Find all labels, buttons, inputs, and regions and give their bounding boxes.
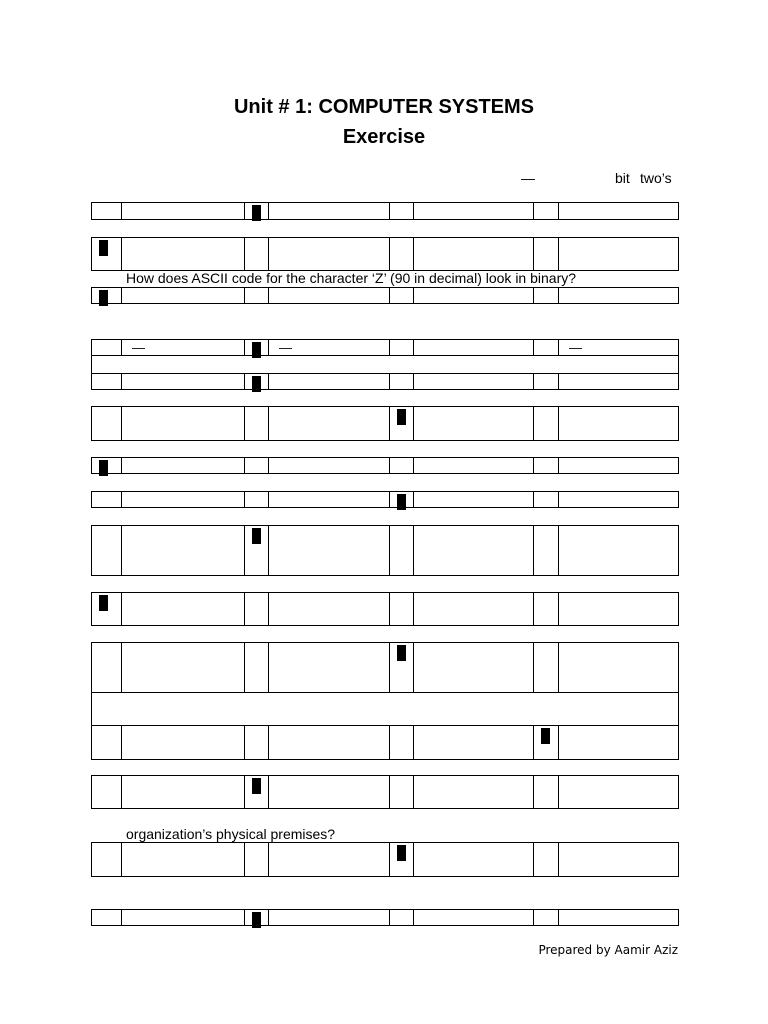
option-answer-cell[interactable]	[413, 340, 533, 355]
dash-text: —	[569, 340, 582, 355]
option-mark-cell[interactable]	[92, 910, 121, 925]
page-subtitle: Exercise	[342, 126, 426, 148]
option-mark-cell[interactable]	[533, 203, 558, 219]
option-answer-cell[interactable]	[558, 643, 680, 692]
selected-option-marker	[252, 342, 261, 358]
option-mark-cell[interactable]	[92, 407, 121, 440]
answer-row	[91, 202, 679, 220]
option-mark-cell[interactable]	[92, 726, 121, 759]
option-answer-cell[interactable]	[121, 203, 244, 219]
option-answer-cell[interactable]	[268, 776, 389, 808]
option-mark-cell[interactable]	[533, 492, 558, 507]
option-answer-cell[interactable]	[558, 910, 680, 925]
answer-row	[91, 592, 679, 626]
option-answer-cell[interactable]	[121, 643, 244, 692]
option-mark-cell[interactable]	[244, 843, 268, 876]
selected-option-marker	[99, 460, 108, 476]
selected-option-marker	[99, 290, 108, 306]
option-answer-cell[interactable]	[268, 288, 389, 303]
answer-row	[91, 909, 679, 926]
option-answer-cell[interactable]	[268, 593, 389, 625]
option-mark-cell[interactable]	[244, 340, 268, 355]
option-mark-cell[interactable]	[244, 238, 268, 270]
option-answer-cell[interactable]	[121, 288, 244, 303]
selected-option-marker	[397, 645, 406, 661]
option-mark-cell[interactable]	[533, 288, 558, 303]
selected-option-marker	[252, 912, 261, 928]
answer-row	[91, 287, 679, 304]
option-mark-cell[interactable]	[389, 288, 413, 303]
option-mark-cell[interactable]	[389, 492, 413, 507]
option-mark-cell[interactable]	[389, 340, 413, 355]
page-title: Unit # 1: COMPUTER SYSTEMS	[233, 96, 535, 118]
answer-row	[91, 642, 679, 693]
option-answer-cell[interactable]	[558, 843, 680, 876]
option-answer-cell[interactable]	[268, 407, 389, 440]
selected-option-marker	[397, 845, 406, 861]
selected-option-marker	[99, 595, 108, 611]
option-answer-cell[interactable]	[268, 843, 389, 876]
option-mark-cell[interactable]	[244, 593, 268, 625]
selected-option-marker	[541, 728, 550, 744]
option-answer-cell[interactable]	[121, 238, 244, 270]
option-answer-cell[interactable]	[558, 340, 680, 355]
option-answer-cell[interactable]	[413, 910, 533, 925]
option-answer-cell[interactable]	[268, 492, 389, 507]
option-mark-cell[interactable]	[533, 726, 558, 759]
option-mark-cell[interactable]	[389, 203, 413, 219]
answer-row	[91, 491, 679, 508]
option-mark-cell[interactable]	[244, 374, 268, 389]
option-answer-cell[interactable]	[121, 910, 244, 925]
option-mark-cell[interactable]	[244, 910, 268, 925]
option-answer-cell[interactable]	[268, 643, 389, 692]
option-mark-cell[interactable]	[92, 593, 121, 625]
option-mark-cell[interactable]	[92, 492, 121, 507]
row-connector-band	[91, 692, 679, 725]
selected-option-marker	[397, 409, 406, 425]
selected-option-marker	[252, 528, 261, 544]
option-answer-cell[interactable]	[121, 776, 244, 808]
option-mark-cell[interactable]	[244, 643, 268, 692]
answer-row	[91, 406, 679, 441]
option-mark-cell[interactable]	[244, 203, 268, 219]
option-mark-cell[interactable]	[244, 776, 268, 808]
option-mark-cell[interactable]	[389, 407, 413, 440]
option-mark-cell[interactable]	[389, 458, 413, 473]
option-mark-cell[interactable]	[92, 843, 121, 876]
option-mark-cell[interactable]	[389, 776, 413, 808]
option-mark-cell[interactable]	[244, 407, 268, 440]
question-ascii-text: How does ASCII code for the character ‘Z’ (90 in decimal) look in binary?	[126, 270, 577, 286]
selected-option-marker	[397, 494, 406, 510]
option-mark-cell[interactable]	[533, 238, 558, 270]
answer-row	[91, 339, 679, 356]
option-mark-cell[interactable]	[389, 643, 413, 692]
option-answer-cell[interactable]	[558, 458, 680, 473]
option-answer-cell[interactable]	[558, 203, 680, 219]
option-answer-cell[interactable]	[558, 593, 680, 625]
top-dash-text: —	[521, 170, 535, 186]
selected-option-marker	[252, 205, 261, 221]
top-bit-text: bit	[615, 170, 630, 186]
option-answer-cell[interactable]	[413, 526, 533, 575]
option-mark-cell[interactable]	[92, 374, 121, 389]
option-mark-cell[interactable]	[244, 288, 268, 303]
option-mark-cell[interactable]	[92, 203, 121, 219]
option-answer-cell[interactable]	[413, 238, 533, 270]
dash-text: —	[132, 340, 145, 355]
option-answer-cell[interactable]	[413, 843, 533, 876]
option-mark-cell[interactable]	[244, 492, 268, 507]
option-answer-cell[interactable]	[268, 374, 389, 389]
option-answer-cell[interactable]	[121, 593, 244, 625]
option-answer-cell[interactable]	[413, 458, 533, 473]
option-mark-cell[interactable]	[92, 238, 121, 270]
option-mark-cell[interactable]	[92, 340, 121, 355]
option-mark-cell[interactable]	[92, 288, 121, 303]
option-mark-cell[interactable]	[389, 238, 413, 270]
option-mark-cell[interactable]	[533, 526, 558, 575]
option-answer-cell[interactable]	[268, 238, 389, 270]
option-answer-cell[interactable]	[558, 288, 680, 303]
option-answer-cell[interactable]	[268, 526, 389, 575]
option-answer-cell[interactable]	[413, 593, 533, 625]
option-mark-cell[interactable]	[244, 526, 268, 575]
top-twos-text: two’s	[640, 170, 672, 186]
option-mark-cell[interactable]	[533, 340, 558, 355]
option-answer-cell[interactable]	[268, 910, 389, 925]
option-mark-cell[interactable]	[389, 910, 413, 925]
option-mark-cell[interactable]	[389, 843, 413, 876]
option-answer-cell[interactable]	[268, 458, 389, 473]
answer-row	[91, 237, 679, 271]
option-answer-cell[interactable]	[413, 374, 533, 389]
option-answer-cell[interactable]	[413, 492, 533, 507]
option-answer-cell[interactable]	[268, 203, 389, 219]
selected-option-marker	[99, 240, 108, 256]
option-mark-cell[interactable]	[389, 593, 413, 625]
option-mark-cell[interactable]	[533, 374, 558, 389]
answer-row	[91, 457, 679, 474]
option-answer-cell[interactable]	[558, 374, 680, 389]
option-mark-cell[interactable]	[92, 643, 121, 692]
option-answer-cell[interactable]	[558, 726, 680, 759]
option-answer-cell[interactable]	[121, 726, 244, 759]
question-premises-text: organization’s physical premises?	[126, 826, 336, 842]
option-answer-cell[interactable]	[413, 726, 533, 759]
option-answer-cell[interactable]	[121, 843, 244, 876]
option-answer-cell[interactable]	[413, 643, 533, 692]
option-answer-cell[interactable]	[558, 492, 680, 507]
option-answer-cell[interactable]	[121, 340, 244, 355]
option-answer-cell[interactable]	[121, 492, 244, 507]
option-mark-cell[interactable]	[533, 458, 558, 473]
option-mark-cell[interactable]	[92, 458, 121, 473]
option-mark-cell[interactable]	[533, 843, 558, 876]
option-answer-cell[interactable]	[121, 407, 244, 440]
option-mark-cell[interactable]	[244, 726, 268, 759]
option-answer-cell[interactable]	[268, 340, 389, 355]
option-mark-cell[interactable]	[533, 643, 558, 692]
answer-row	[91, 525, 679, 576]
selected-option-marker	[252, 376, 261, 392]
selected-option-marker	[252, 778, 261, 794]
option-mark-cell[interactable]	[92, 776, 121, 808]
option-mark-cell[interactable]	[533, 776, 558, 808]
option-answer-cell[interactable]	[558, 407, 680, 440]
answer-row	[91, 725, 679, 760]
answer-row	[91, 775, 679, 809]
option-answer-cell[interactable]	[121, 458, 244, 473]
dash-text: —	[279, 340, 292, 355]
option-answer-cell[interactable]	[413, 776, 533, 808]
option-answer-cell[interactable]	[268, 726, 389, 759]
option-mark-cell[interactable]	[389, 374, 413, 389]
option-mark-cell[interactable]	[533, 910, 558, 925]
option-mark-cell[interactable]	[92, 526, 121, 575]
option-answer-cell[interactable]	[121, 526, 244, 575]
option-answer-cell[interactable]	[413, 288, 533, 303]
option-mark-cell[interactable]	[533, 407, 558, 440]
row-connector-band	[91, 356, 679, 374]
option-answer-cell[interactable]	[558, 238, 680, 270]
option-answer-cell[interactable]	[413, 203, 533, 219]
footer-credit: Prepared by Aamir Aziz	[538, 943, 678, 957]
option-answer-cell[interactable]	[413, 407, 533, 440]
answer-row	[91, 842, 679, 877]
answer-row	[91, 373, 679, 390]
option-answer-cell[interactable]	[558, 526, 680, 575]
option-answer-cell[interactable]	[121, 374, 244, 389]
option-answer-cell[interactable]	[558, 776, 680, 808]
option-mark-cell[interactable]	[389, 526, 413, 575]
option-mark-cell[interactable]	[389, 726, 413, 759]
option-mark-cell[interactable]	[533, 593, 558, 625]
option-mark-cell[interactable]	[244, 458, 268, 473]
